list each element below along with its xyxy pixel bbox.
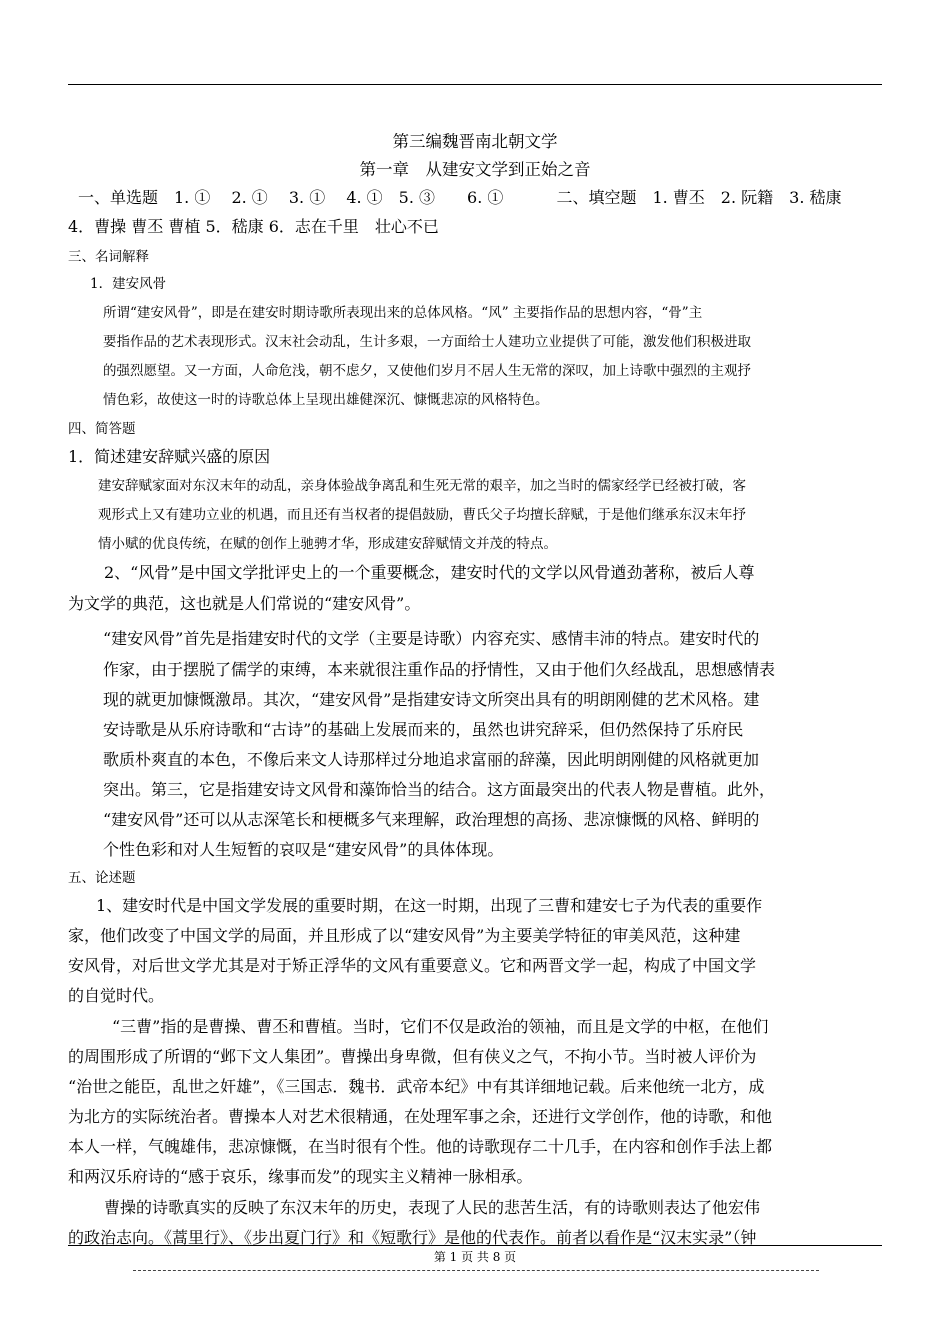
paragraph-line: “治世之能臣，乱世之奸雄”，《三国志．魏书．武帝本纪》中有其详细地记载。后来他统一北方，成 [68,1077,765,1096]
paragraph-line: 所谓“建安风骨”，即是在建安时期诗歌所表现出来的总体风格。“风” 主要指作品的思想内容，“骨”主 [103,305,703,321]
paragraph-line: 本人一样，气魄雄伟，悲凉慷慨，在当时很有个性。他的诗歌现存二十几手，在内容和创作手法上都 [68,1137,773,1156]
paragraph-line: 2、“风骨”是中国文学批评史上的一个重要概念，建安时代的文学以风骨遒劲著称，被后人尊 [104,563,755,582]
paragraph-line: “三曹”指的是曹操、曹丕和曹植。当时，它们不仅是政治的领袖，而且是文学的中枢，在他们 [112,1017,769,1036]
paragraph-line: 要指作品的艺术表现形式。汉末社会动乱，生计多艰，一方面给士人建功立业提供了可能，激发他们积极进取 [103,334,751,350]
section-heading-3: 三、名词解释 [68,249,149,265]
question-heading: 1．简述建安辞赋兴盛的原因 [68,447,271,466]
answer-line-1: 一、单选题 1. ① 2. ① 3. ① 4. ① 5. ③ 6. ① 二、填空题 1. 曹丕 2. 阮籍 3. 嵇康 [78,188,842,207]
paragraph-line: 安诗歌是从乐府诗歌和“古诗”的基础上发展而来的，虽然也讲究辞采，但仍然保持了乐府民 [103,720,744,739]
paragraph-line: 的政治志向。《蒿里行》、《步出夏门行》和《短歌行》是他的代表作。前者以看作是“汉末实录”（钟 [68,1228,757,1247]
paragraph-line: 个性色彩和对人生短暂的哀叹是“建安风骨”的具体体现。 [103,840,504,859]
paragraph-line: 现的就更加慷慨激昂。其次，“建安风骨”是指建安诗文所突出具有的明朗刚健的艺术风格。建 [103,690,760,709]
answer-line-2: 4．曹操 曹丕 曹植 5．嵇康 6．志在千里 壮心不已 [68,217,439,236]
paragraph-line: 的自觉时代。 [68,986,165,1005]
paragraph-line: 歌质朴爽直的本色，不像后来文人诗那样过分地追求富丽的辞藻，因此明朗刚健的风格就更加 [103,750,760,769]
paragraph-line: 为文学的典范，这也就是人们常说的“建安风骨”。 [68,594,421,613]
part-title: 第三编魏晋南北朝文学 [392,132,558,151]
paragraph-line: 家，他们改变了中国文学的局面，并且形成了以“建安风骨”为主要美学特征的审美风范，这种建 [68,926,741,945]
footer-rule [68,1245,882,1246]
paragraph-line: 和两汉乐府诗的“感于哀乐，缘事而发”的现实主义精神一脉相承。 [68,1167,533,1186]
paragraph-line: 观形式上又有建功立业的机遇，而且还有当权者的提倡鼓励，曹氏父子均擅长辞赋，于是他们继承东汉末年抒 [98,507,746,523]
paragraph-line: “建安风骨”还可以从志深笔长和梗概多气来理解，政治理想的高扬、悲凉慷慨的风格、鲜明的 [103,810,760,829]
paragraph-line: 1、建安时代是中国文学发展的重要时期，在这一时期，出现了三曹和建安七子为代表的重要作 [96,896,763,915]
chapter-title: 第一章 从建安文学到正始之音 [359,160,591,179]
paragraph-line: 的强烈愿望。又一方面，人命危浅，朝不虑夕，又使他们岁月不居人生无常的深叹，加上诗歌中强烈的主观抒 [103,363,751,379]
term-heading: 1．建安风骨 [90,276,167,292]
cut-line [133,1270,819,1271]
paragraph-line: 为北方的实际统治者。曹操本人对艺术很精通，在处理军事之余，还进行文学创作，他的诗歌，和他 [68,1107,773,1126]
paragraph-line: 的周围形成了所谓的“邺下文人集团”。曹操出身卑微，但有侠义之气，不拘小节。当时被人评价为 [68,1047,757,1066]
paragraph-line: 作家，由于摆脱了儒学的束缚，本来就很注重作品的抒情性，又由于他们久经战乱，思想感情表 [103,660,776,679]
paragraph-line: 情小赋的优良传统，在赋的创作上驰骋才华，形成建安辞赋情文并茂的特点。 [98,536,557,552]
paragraph-line: 曹操的诗歌真实的反映了东汉末年的历史，表现了人民的悲苦生活，有的诗歌则表达了他宏伟 [104,1198,761,1217]
section-heading-5: 五、论述题 [68,870,136,886]
page-number: 第 1 页 共 8 页 [433,1250,517,1264]
header-rule [68,84,882,85]
paragraph-line: 建安辞赋家面对东汉末年的动乱，亲身体验战争离乱和生死无常的艰辛，加之当时的儒家经学已经被打破，客 [98,478,746,494]
paragraph-line: 安风骨，对后世文学尤其是对于矫正浮华的文风有重要意义。它和两晋文学一起，构成了中国文学 [68,956,757,975]
section-heading-4: 四、简答题 [68,421,136,437]
paragraph-line: “建安风骨”首先是指建安时代的文学（主要是诗歌）内容充实、感情丰沛的特点。建安时代的 [103,629,760,648]
paragraph-line: 突出。第三，它是指建安诗文风骨和藻饰恰当的结合。这方面最突出的代表人物是曹植。此外， [103,780,776,799]
paragraph-line: 情色彩，故使这一时的诗歌总体上呈现出雄健深沉、慷慨悲凉的风格特色。 [103,392,549,408]
